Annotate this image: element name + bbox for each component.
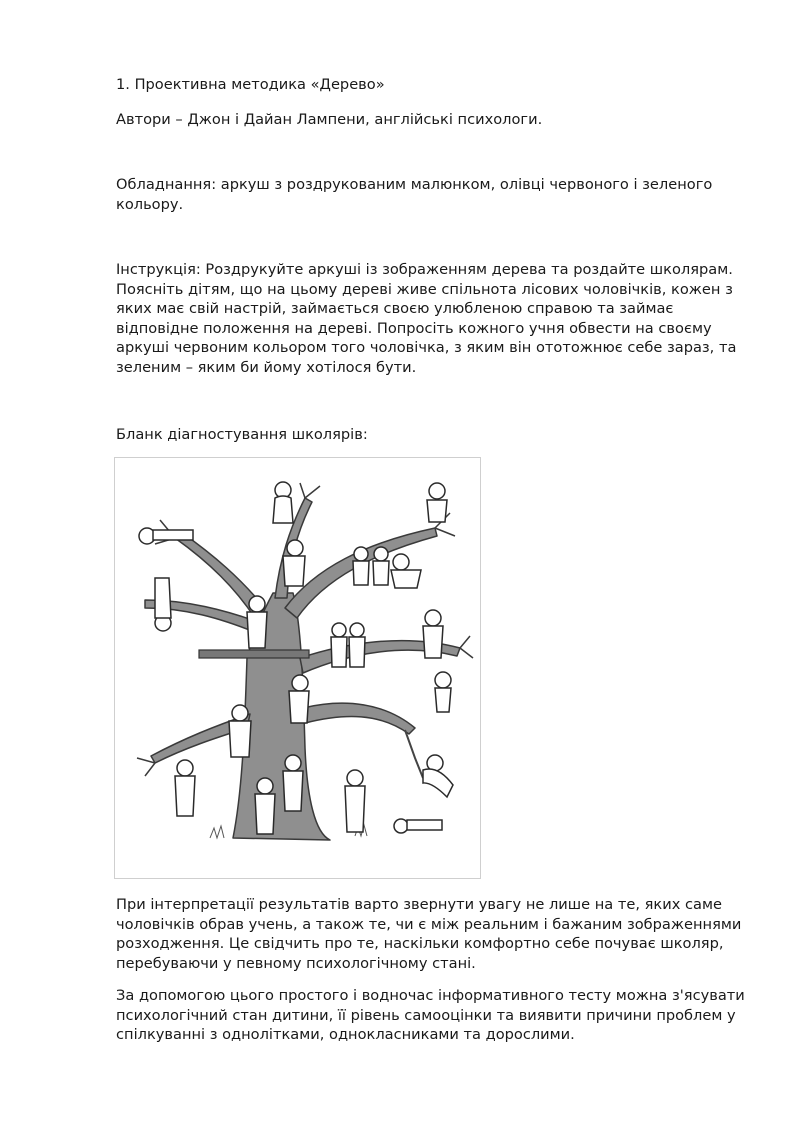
tree-figure bbox=[114, 457, 481, 879]
blob-person-right-branch bbox=[423, 610, 443, 658]
blob-person-pair-2 bbox=[373, 547, 389, 585]
blob-person-reaching bbox=[391, 554, 421, 588]
instruction-paragraph: Інструкція: Роздрукуйте аркуші із зображенням дерева та роздайте школярам. Поясніть дітям, що на цьому дереві живе спільнота лісових чоловічків, кожен з яких має свій настрій, займається своєю улюбленою справою та займає відповідне положення на дереві. Попросіть кожного учня обвести на своєму аркуші червоним кольором того чоловічка, з яким він ототожнює себе зараз, та зеленим – яким би йому хотілося бути. bbox=[116, 261, 737, 376]
blob-tree-illustration bbox=[115, 458, 480, 878]
rope bbox=[405, 730, 423, 778]
authors-line: Автори – Джон і Дайан Лампени, англійські психологи. bbox=[116, 111, 543, 128]
blob-person-climbing-1 bbox=[289, 675, 309, 723]
blob-person-falling bbox=[155, 578, 171, 631]
blob-person-climbing-2 bbox=[229, 705, 251, 757]
blob-person-pushing-2 bbox=[283, 755, 303, 811]
conclusion-paragraph: За допомогою цього простого і водночас інформативного тесту можна з'ясувати психологічний стан дитини, її рівень самооцінки та виявити причини проблем у спілкуванні з однолітками, однокласниками та дорослими. bbox=[116, 987, 745, 1043]
form-label: Бланк діагностування школярів: bbox=[116, 426, 368, 443]
blob-person-hanging-left bbox=[175, 760, 195, 816]
blob-person-lying bbox=[394, 819, 442, 833]
blob-person-top bbox=[273, 482, 293, 523]
blob-person-pair-1 bbox=[353, 547, 369, 585]
document-title: 1. Проективна методика «Дерево» bbox=[116, 76, 385, 93]
branch-lower-right bbox=[303, 703, 415, 734]
blob-person-platform bbox=[247, 596, 267, 648]
blob-person-mid-2 bbox=[349, 623, 365, 667]
interpretation-paragraph: При інтерпретації результатів варто звернути увагу не лише на те, яких саме чоловічків обрав учень, а також те, чи є між реальним і бажаним зображеннями розходження. Це свідчить про те, наскільки комфортно себе почуває школяр, перебуваючи у певному психологічному стані. bbox=[116, 896, 742, 972]
equipment-paragraph: Обладнання: аркуш з роздрукованим малюнком, олівці червоного і зеленого кольору. bbox=[116, 176, 713, 213]
blob-person-hanging-right bbox=[435, 672, 451, 712]
tree-platform bbox=[199, 650, 309, 658]
blob-person-standing bbox=[345, 770, 365, 832]
blob-person-mid-1 bbox=[331, 623, 347, 667]
blob-person-pushing-1 bbox=[255, 778, 275, 834]
blob-person-top-right bbox=[427, 483, 447, 522]
blob-person-hanged bbox=[423, 755, 453, 797]
